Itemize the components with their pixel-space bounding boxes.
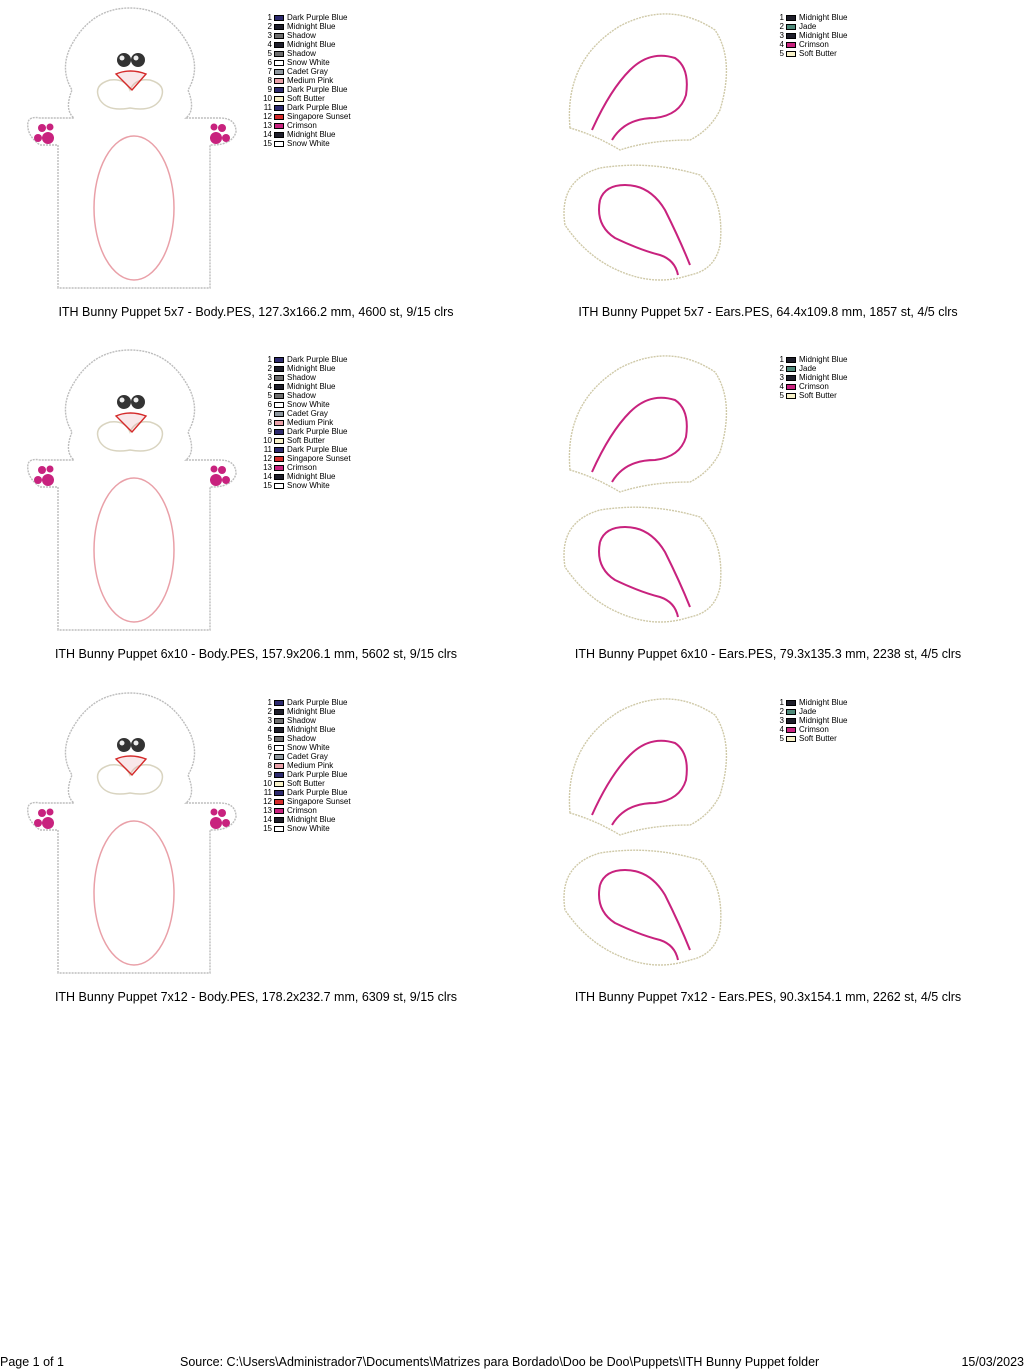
body-design-7x12 [0,685,260,985]
ears-design-7x12 [540,685,780,985]
legend-row [262,382,351,391]
legend-number: 7 [267,67,272,76]
thread-color-name: Midnight Blue [799,373,848,382]
legend-number: 12 [263,797,272,806]
color-legend-ears-5x7 [774,13,847,58]
color-swatch [786,51,796,57]
color-legend-body-7x12 [262,698,351,833]
legend-row [262,85,351,94]
thread-color-name: Midnight Blue [287,364,336,373]
legend-number: 10 [263,94,272,103]
bunny-ears-image [540,342,780,642]
legend-number: 1 [779,698,784,707]
legend-number: 7 [267,409,272,418]
thread-color-name: Singapore Sunset [287,797,351,806]
thread-color-name: Dark Purple Blue [287,698,348,707]
legend-row [774,707,847,716]
legend-number: 9 [267,427,272,436]
color-swatch [786,357,796,363]
color-swatch [274,132,284,138]
thread-color-name: Shadow [287,373,316,382]
legend-number: 11 [263,788,272,797]
thread-color-name: Jade [799,22,817,31]
color-swatch [274,736,284,742]
thread-color-name: Snow White [287,139,330,148]
thread-color-name: Midnight Blue [287,382,336,391]
legend-row [774,22,847,31]
color-swatch [274,781,284,787]
legend-number: 15 [263,139,272,148]
legend-row [262,418,351,427]
thread-color-name: Cadet Gray [287,752,328,761]
print-date: 15/03/2023 [961,1355,1024,1369]
legend-number: 3 [267,716,272,725]
legend-row [262,427,351,436]
color-swatch [274,33,284,39]
legend-row [262,815,351,824]
legend-row [262,788,351,797]
color-swatch [274,114,284,120]
color-swatch [786,384,796,390]
thread-color-name: Shadow [287,716,316,725]
legend-number: 11 [263,445,272,454]
legend-number: 4 [779,40,784,49]
legend-number: 2 [779,707,784,716]
color-swatch [274,96,284,102]
thread-color-name: Snow White [287,743,330,752]
thread-color-name: Jade [799,707,817,716]
legend-number: 15 [263,824,272,833]
legend-row [262,725,351,734]
legend-row [262,824,351,833]
thread-color-name: Crimson [287,463,317,472]
legend-number: 1 [779,355,784,364]
legend-row [262,58,351,67]
legend-row [774,391,847,400]
legend-number: 13 [263,806,272,815]
thread-color-name: Midnight Blue [799,716,848,725]
legend-row [262,734,351,743]
legend-row [262,94,351,103]
legend-number: 3 [779,373,784,382]
legend-number: 5 [267,49,272,58]
thread-color-name: Singapore Sunset [287,454,351,463]
legend-row [774,13,847,22]
thread-color-name: Dark Purple Blue [287,13,348,22]
legend-number: 6 [267,58,272,67]
legend-number: 6 [267,400,272,409]
legend-row [262,31,351,40]
color-swatch [274,393,284,399]
thread-color-name: Crimson [287,121,317,130]
legend-row [774,734,847,743]
thread-color-name: Dark Purple Blue [287,770,348,779]
color-swatch [786,727,796,733]
legend-row [262,112,351,121]
legend-row [262,13,351,22]
color-swatch [786,15,796,21]
color-legend-ears-6x10 [774,355,847,400]
thread-color-name: Shadow [287,31,316,40]
color-swatch [274,456,284,462]
legend-row [262,797,351,806]
thread-color-name: Midnight Blue [287,130,336,139]
legend-row [262,770,351,779]
color-swatch [274,709,284,715]
thread-color-name: Midnight Blue [287,40,336,49]
design-caption: ITH Bunny Puppet 6x10 - Ears.PES, 79.3x135.3 mm, 2238 st, 4/5 clrs [574,647,962,661]
thread-color-name: Midnight Blue [799,13,848,22]
legend-number: 2 [267,707,272,716]
legend-row [262,752,351,761]
color-swatch [274,790,284,796]
thread-color-name: Snow White [287,824,330,833]
color-swatch [274,141,284,147]
thread-color-name: Midnight Blue [287,815,336,824]
color-swatch [274,15,284,21]
design-caption: ITH Bunny Puppet 7x12 - Body.PES, 178.2x232.7 mm, 6309 st, 9/15 clrs [54,990,458,1004]
thread-color-name: Shadow [287,49,316,58]
thread-color-name: Snow White [287,58,330,67]
legend-row [262,481,351,490]
legend-number: 1 [267,355,272,364]
legend-number: 2 [267,364,272,373]
legend-row [774,364,847,373]
bunny-ears-image [540,0,780,300]
legend-row [262,355,351,364]
thread-color-name: Snow White [287,400,330,409]
legend-row [262,40,351,49]
legend-number: 8 [267,418,272,427]
color-swatch [274,375,284,381]
color-swatch [786,366,796,372]
legend-number: 14 [263,130,272,139]
color-swatch [274,799,284,805]
legend-row [262,391,351,400]
legend-number: 14 [263,472,272,481]
legend-number: 1 [779,13,784,22]
legend-number: 15 [263,481,272,490]
legend-number: 3 [267,373,272,382]
color-swatch [274,402,284,408]
legend-row [262,67,351,76]
thread-color-name: Dark Purple Blue [287,103,348,112]
color-swatch [274,474,284,480]
color-swatch [274,60,284,66]
color-swatch [274,465,284,471]
ears-design-6x10 [540,342,780,642]
legend-row [262,463,351,472]
legend-number: 4 [267,725,272,734]
thread-color-name: Crimson [799,40,829,49]
legend-row [262,76,351,85]
legend-number: 3 [779,31,784,40]
source-path: Source: C:\Users\Administrador7\Documents\Matrizes para Bordado\Doo be Doo\Puppets\ITH Bunny Puppet folder [180,1355,820,1369]
color-swatch [274,763,284,769]
legend-row [262,707,351,716]
legend-number: 4 [779,725,784,734]
color-legend-body-6x10 [262,355,351,490]
color-swatch [274,700,284,706]
thread-color-name: Midnight Blue [287,725,336,734]
legend-row [262,436,351,445]
thread-color-name: Dark Purple Blue [287,788,348,797]
legend-row [262,779,351,788]
legend-number: 8 [267,761,272,770]
color-swatch [274,826,284,832]
page-number: Page 1 of 1 [0,1355,64,1369]
color-swatch [274,817,284,823]
legend-number: 3 [779,716,784,725]
thread-color-name: Soft Butter [287,94,325,103]
thread-color-name: Soft Butter [287,436,325,445]
legend-row [262,445,351,454]
color-swatch [274,123,284,129]
bunny-ears-image [540,685,780,985]
legend-row [262,103,351,112]
bunny-body-image [0,0,260,300]
thread-color-name: Shadow [287,734,316,743]
ears-design-5x7 [540,0,780,300]
thread-color-name: Midnight Blue [287,472,336,481]
legend-row [262,454,351,463]
thread-color-name: Dark Purple Blue [287,445,348,454]
color-swatch [274,447,284,453]
legend-number: 14 [263,815,272,824]
thread-color-name: Medium Pink [287,418,334,427]
color-swatch [274,51,284,57]
legend-row [774,382,847,391]
legend-number: 2 [779,364,784,373]
thread-color-name: Soft Butter [799,391,837,400]
legend-row [262,761,351,770]
color-swatch [786,709,796,715]
legend-row [774,31,847,40]
thread-color-name: Crimson [287,806,317,815]
legend-number: 1 [267,13,272,22]
thread-color-name: Medium Pink [287,76,334,85]
legend-row [262,139,351,148]
legend-row [774,355,847,364]
color-swatch [786,393,796,399]
legend-number: 3 [267,31,272,40]
legend-number: 2 [267,22,272,31]
legend-number: 2 [779,22,784,31]
legend-number: 13 [263,121,272,130]
color-swatch [274,357,284,363]
legend-row [774,698,847,707]
color-swatch [786,718,796,724]
legend-number: 9 [267,85,272,94]
legend-row [262,130,351,139]
thread-color-name: Crimson [799,382,829,391]
thread-color-name: Shadow [287,391,316,400]
thread-color-name: Midnight Blue [287,22,336,31]
thread-color-name: Medium Pink [287,761,334,770]
thread-color-name: Midnight Blue [799,31,848,40]
thread-color-name: Crimson [799,725,829,734]
color-swatch [274,718,284,724]
thread-color-name: Soft Butter [799,49,837,58]
thread-color-name: Snow White [287,481,330,490]
thread-color-name: Jade [799,364,817,373]
legend-row [774,725,847,734]
legend-row [774,716,847,725]
color-swatch [274,366,284,372]
body-design-5x7 [0,0,260,300]
color-legend-ears-7x12 [774,698,847,743]
color-swatch [786,33,796,39]
legend-number: 12 [263,454,272,463]
legend-row [262,364,351,373]
body-design-6x10 [0,342,260,642]
thread-color-name: Dark Purple Blue [287,355,348,364]
legend-number: 7 [267,752,272,761]
legend-number: 10 [263,779,272,788]
color-swatch [274,772,284,778]
legend-number: 9 [267,770,272,779]
color-swatch [274,69,284,75]
legend-row [262,49,351,58]
color-swatch [274,727,284,733]
color-swatch [274,745,284,751]
legend-number: 4 [267,382,272,391]
legend-row [262,698,351,707]
legend-number: 8 [267,76,272,85]
color-swatch [274,438,284,444]
color-swatch [274,384,284,390]
legend-row [262,472,351,481]
color-legend-body-5x7 [262,13,351,148]
thread-color-name: Soft Butter [287,779,325,788]
color-swatch [274,105,284,111]
thread-color-name: Soft Butter [799,734,837,743]
legend-number: 4 [267,40,272,49]
legend-number: 13 [263,463,272,472]
thread-color-name: Dark Purple Blue [287,427,348,436]
legend-row [774,40,847,49]
color-swatch [274,42,284,48]
thread-color-name: Singapore Sunset [287,112,351,121]
legend-number: 4 [779,382,784,391]
design-caption: ITH Bunny Puppet 5x7 - Body.PES, 127.3x166.2 mm, 4600 st, 9/15 clrs [58,305,454,319]
legend-number: 5 [267,391,272,400]
legend-number: 11 [263,103,272,112]
bunny-body-image [0,685,260,985]
legend-row [262,121,351,130]
legend-row [262,743,351,752]
design-caption: ITH Bunny Puppet 7x12 - Ears.PES, 90.3x154.1 mm, 2262 st, 4/5 clrs [574,990,962,1004]
legend-row [262,806,351,815]
thread-color-name: Midnight Blue [799,355,848,364]
legend-number: 5 [779,734,784,743]
color-swatch [274,87,284,93]
legend-row [262,373,351,382]
legend-number: 12 [263,112,272,121]
color-swatch [274,24,284,30]
color-swatch [786,42,796,48]
legend-number: 5 [779,49,784,58]
thread-color-name: Cadet Gray [287,409,328,418]
bunny-body-image [0,342,260,642]
design-caption: ITH Bunny Puppet 6x10 - Body.PES, 157.9x206.1 mm, 5602 st, 9/15 clrs [54,647,458,661]
legend-number: 6 [267,743,272,752]
legend-number: 5 [779,391,784,400]
color-swatch [274,483,284,489]
thread-color-name: Midnight Blue [799,698,848,707]
legend-row [262,409,351,418]
color-swatch [274,420,284,426]
legend-row [262,716,351,725]
color-swatch [786,24,796,30]
legend-row [262,400,351,409]
color-swatch [786,700,796,706]
legend-row [262,22,351,31]
color-swatch [786,375,796,381]
thread-color-name: Midnight Blue [287,707,336,716]
color-swatch [274,78,284,84]
legend-row [774,49,847,58]
legend-number: 10 [263,436,272,445]
legend-number: 5 [267,734,272,743]
thread-color-name: Dark Purple Blue [287,85,348,94]
design-caption: ITH Bunny Puppet 5x7 - Ears.PES, 64.4x109.8 mm, 1857 st, 4/5 clrs [578,305,958,319]
color-swatch [786,736,796,742]
color-swatch [274,754,284,760]
color-swatch [274,411,284,417]
color-swatch [274,429,284,435]
thread-color-name: Cadet Gray [287,67,328,76]
legend-number: 1 [267,698,272,707]
legend-row [774,373,847,382]
color-swatch [274,808,284,814]
